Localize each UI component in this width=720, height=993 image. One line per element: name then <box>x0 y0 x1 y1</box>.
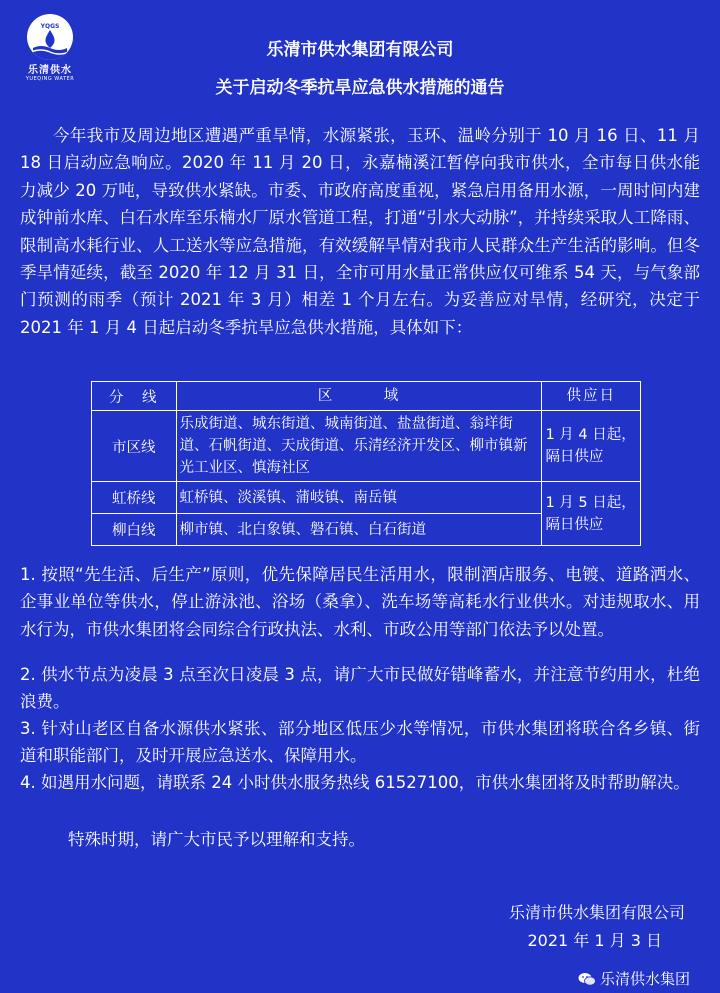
signature-company: 乐清市供水集团有限公司 <box>508 903 685 922</box>
row-line: 虹桥线 <box>92 482 177 514</box>
intro-paragraph: 今年我市及周边地区遭遇严重旱情，水源紧张，玉环、温岭分别于 10 月 16 日、11 月 18 日启动应急响应。2020 年 11 月 20 日，永嘉楠溪江暂停向我市供水，全市每日供水能力减少 20 万吨，导致供水紧缺。市委、市政府高度重视，紧急启用备用水源，一周时间内建成钟前水库、白石水库至乐楠水厂原水管道工程，打通“引水大动脉”，并持续采取人工降雨、限制高水耗行业、人工送水等应急措施，有效缓解旱情对我市人民群众生产生活的影响。但冬季旱情延续，截至 2020 年 12 月 31 日，全市可用水量正常供应仅可维系 54 天，与气象部门预测的雨季（预计 2021 年 3 月）相差 1 个月左右。为妥善应对旱情，经研究，决定于 2021 年 1 月 4 日起启动冬季抗旱应急供水措施，具体如下： <box>20 126 700 337</box>
row-line: 市区线 <box>92 411 177 482</box>
measure-item-2: 2. 供水节点为凌晨 3 点至次日凌晨 3 点，请广大市民做好错峰蓄水，并注意节约用水，杜绝浪费。 <box>20 665 700 712</box>
table-row <box>92 482 641 514</box>
row-line: 柳白线 <box>92 514 177 546</box>
row-area: 柳市镇、北白象镇、磐石镇、白石街道 <box>176 514 542 546</box>
row-area: 乐成街道、城东街道、城南街道、盐盘街道、翁垟街道、石帆街道、天成街道、乐清经济开发区、柳市镇新光工业区、慎海社区 <box>176 411 542 482</box>
measure-item-4: 4. 如遇用水问题，请联系 24 小时供水服务热线 61527100，市供水集团将及时帮助解决。 <box>20 773 690 792</box>
logo-name: 乐清供水 <box>28 65 72 76</box>
logo-mark: YQGS <box>40 23 60 30</box>
signature-date: 2021 年 1 月 3 日 <box>527 931 662 950</box>
row-supply: 1 月 4 日起，隔日供应 <box>542 411 641 482</box>
header-area: 区 域 <box>176 382 542 411</box>
table-header-row <box>92 382 641 411</box>
header-supply: 供应日 <box>542 382 641 411</box>
measure-item-3: 3. 针对山老区自备水源供水紧张、部分地区低压少水等情况，市供水集团将联合各乡镇、街道和职能部门，及时开展应急送水、保障用水。 <box>20 719 700 766</box>
supply-schedule-table <box>91 381 641 546</box>
company-heading: 乐清市供水集团有限公司 <box>266 40 454 60</box>
watermark-text: 乐清供水集团 <box>600 970 691 988</box>
row-area: 虹桥镇、淡溪镇、蒲岐镇、南岳镇 <box>176 482 542 514</box>
wechat-icon <box>578 972 596 986</box>
table-row <box>92 411 641 482</box>
row-supply: 1 月 5 日起，隔日供应 <box>542 482 641 546</box>
closing-remark: 特殊时期，请广大市民予以理解和支持。 <box>68 830 365 849</box>
notice-title: 关于启动冬季抗旱应急供水措施的通告 <box>215 78 505 98</box>
wechat-watermark <box>578 968 690 989</box>
header-line: 分 线 <box>92 382 177 411</box>
logo-english: YUEQING WATER <box>25 76 75 82</box>
measure-item-1: 1. 按照“先生活、后生产”原则，优先保障居民生活用水，限制酒店服务、电镀、道路洒水、企事业单位等供水，停止游泳池、浴场（桑拿）、洗车场等高耗水行业供水。对违规取水、用水行为，市供水集团将会同综合行政执法、水利、市政公用等部门依法予以处置。 <box>20 565 700 639</box>
